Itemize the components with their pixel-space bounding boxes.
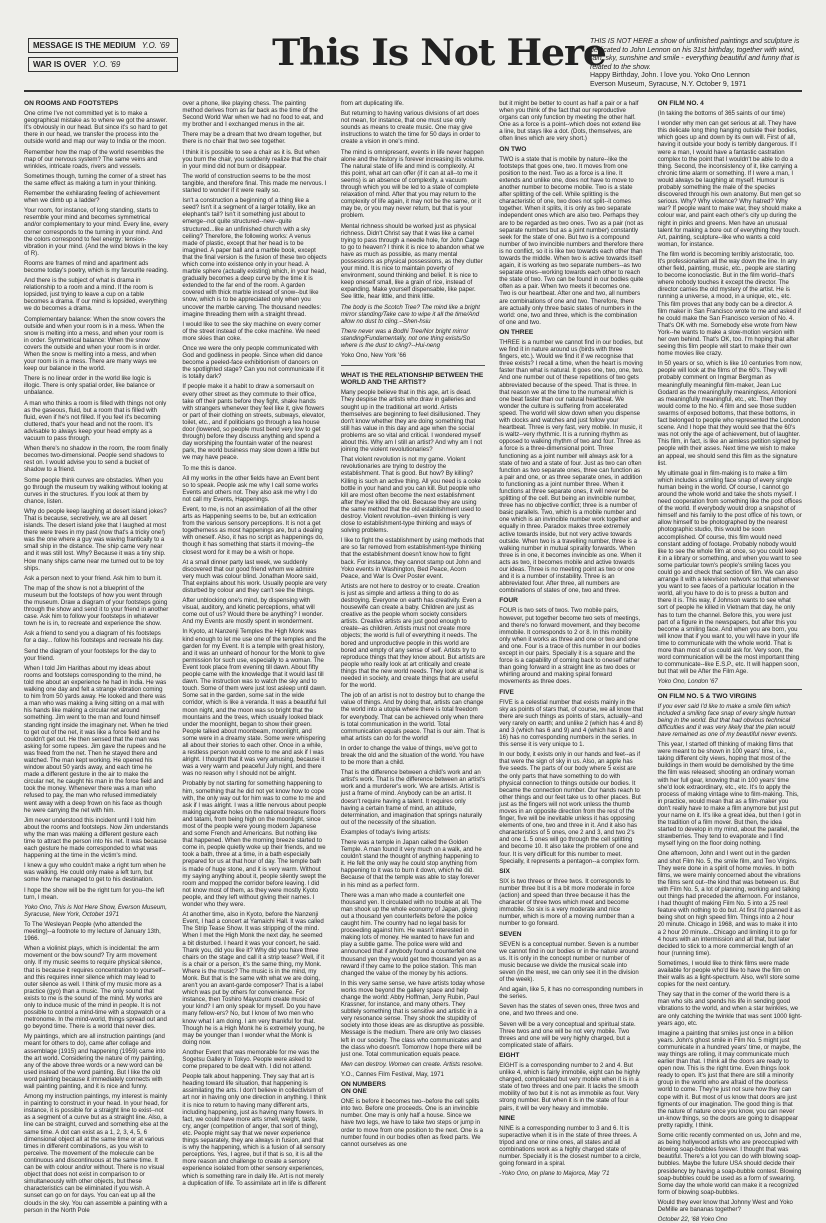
paragraph: Among my instruction paintings, my interest is mainly in painting to construct in your head. In your head, for instance, it is possible for a straight line to exist--not as a segment of a curve but as a straight line. Also, a line can be straight, curved and something else at the same time. A dot can exist as a 1, 2, 3, 4, 5, 6 dimensional object all at the same time or at various times in different combinations, as you wish to perceive. The movement of the molecule can be continuous and discontinuous at the same time. It can be with colour and/or without. There is no visual object that does not exist in comparison to or simultaneously with other objects, but these characteristics can be eliminated if you wish. A sunset can go on for days. You can eat up all the clouds in the sky. You can assemble a painting with a person in the North Pole xyxy=(24,1093,169,1214)
paragraph: but it might be better to count as half a pair or a half when you think of the fact that our reproductive organs can only function by meeting the other half. One as a force is a point--which does not extend like a line, but stays like a dot. (Dots, themselves, are often lines which are very short.) xyxy=(499,100,641,143)
quote: Men can destroy. Women can create. Artists resolve. xyxy=(340,1060,484,1068)
paragraph: Remember the exhilarating feeling of achievement when we climb up a ladder? xyxy=(24,190,160,205)
dedication-location: Everson Museum, Syracuse, N.Y. October 9, 1971 xyxy=(590,80,747,88)
paragraph: People talk about happening. They say that art is heading toward life situation, that happening is assimilating the arts. I don't believe in collectivism of art nor in having only one direction in anything. I think it is nice to return to having many different arts, including happening, just as having many flowers. In fact, we could have more arts smell, weight, taste, cry, anger (competition of anger, that sort of thing), etc. People might say that we never experience things separately, they are always in fusion, and that is why the happening, which is a fusion of all sensory perceptions. Yes, I agree, but if that is so, it is all the more reason and challenge to create a sensory experience isolated from other sensory experiences, which is something rare in daily life. Art is not merely a duplication of life. To assimilate art in life is different xyxy=(182,1073,327,1187)
paragraph: I hope the show will be the right turn for you--the left turn, I mean. xyxy=(24,886,165,901)
paragraph: Event, to me, is not an assimilation of all the other arts as Happening seems to be, but an extrication from the various sensory perceptions. It is not a get togetherness as most happenings are, but a dealing with oneself. Also, it has no script as happenings do, though it has something that starts it moving--the closest word for it may be a wish or hope. xyxy=(182,505,324,556)
paragraph: Ask a friend to send you a diagram of his footsteps for a day... follow his footsteps and recreate his day. xyxy=(24,630,164,645)
section-heading: ON FILM NO. 4 xyxy=(657,100,704,107)
paragraph: Artists are not here to destroy or to create. Creation is just as simple and artless a thing to do as destroying. Everyone on earth has creativity. Even a housewife can create a baby. Children are just as creative as the people whom society considers artists. Creative artists are just good enough to create--as children. Artists must not create more objects; the world is full of everything it needs. The bored and unproductive people in this world are bored and empty of any sense of self. Artists try to reproduce things that they know about. But artists are people who really look at art critically and create things that the new world needs. They look at what is needed in society, and create things that are useful for the world. xyxy=(340,582,486,690)
section-heading: NINE xyxy=(499,1114,515,1122)
paragraph: When there's no shadow in the room, the room finally becomes two-dimensional. People send shadows to rest on. I would advise you to send a bucket of shadow to a friend. xyxy=(24,445,168,474)
page-title: This Is Not Here xyxy=(272,32,606,74)
column-4 xyxy=(499,100,644,1178)
paragraph: That is the difference between a child's work and an artist's work. That is the difference between an artist's work and a murderer's work. We are artists. Artist is just a frame of mind. Anybody can be an artist. It doesn't require having a talent. It requires only having a certain frame of mind, an attitude, determination, and imagination that springs naturally out of the necessity of the situation. xyxy=(340,769,486,826)
dedication-body: THIS IS NOT HERE a show of unfinished paintings and sculpture is dedicated to John Lennon on his 31st birthday, together with wind, rain, sky, sunshine and smile - everything beautiful and funny that is related to the show. xyxy=(590,38,800,71)
paragraph: Ask a person next to your friend. Ask him to burn it. xyxy=(24,574,162,582)
paragraph: Jim never understood this incident until I told him about the rooms and footsteps. Now Jim understands why the man was making a different gesture each time to attract the person into his net. It was because each gesture he made corresponded to what was happening at the time in the victim's mind. xyxy=(24,816,169,860)
section-heading: FIVE xyxy=(499,688,514,696)
paragraph: In Kyoto, at Nanzenji Temples the High Monk was kind enough to let me use one of the temples and the garden for my Event. It is a temple with great history, and it was an unheard of honour for the Monk to give permission for such use, especially to a woman. The Event took place from evening till dawn. About fifty people came with the knowledge that it would last till dawn. The instruction was to watch the sky and to touch. Some of them were just lost asleep until dawn. Some sat in the garden, some sat in the wide corridor, which is like a veranda. It was a beautiful full moon night, and the moon was so bright that the mountains and the trees, which usually looked black under the moonlight, began to show their green. People talked about moonbeam, moonlight, and some were in a dreamy state. Some were whispering all about their stories to each other. Once in a while, a restless person would come to me and ask if I was alright. I thought that it was very amusing, because it was a very warm and peaceful July night, and there was no reason why I should not be alright. xyxy=(182,628,327,778)
paragraph: Send the diagram of your footsteps for the day to your friend. xyxy=(24,647,157,662)
paragraph: The map of the show is not a blueprint of the museum but the footsteps of how you went through the museum. Draw a diagram of your footsteps going through the show and send it to your friend in another case. Ask him to follow your footsteps in whatever town he is in, to recreate and experience the show. xyxy=(24,584,169,628)
section-heading: ON TWO xyxy=(499,145,527,153)
signature: Yoko Ono, This is Not Here Show, Everson Museum, Syracuse, New York, October 1971 xyxy=(24,903,167,918)
column-1 xyxy=(24,100,169,1214)
paragraph: I wonder why men can get serious at all. They have this delicate long thing hanging outside their bodies, which goes up and down by its own will. First of all, having it outside your body is terribly dangerous. If I were a man, I would have a fantastic castration complex to the point that I wouldn't be able to do a thing. Second, the inconsistency of it, like carrying a chronic time alarm or something. If I were a man, I would always be laughing at myself. Humour is probably something the male of the species discovered through his own anatomy. But men get so serious. Why? Why violence? Why hatred? Why war? If people want to make war, they should make a colour war, and paint each other's city up during the night in pinks and greens. Men have an unusual talent for making a bore out of everything they touch. Art, painting, sculpture--like who wants a cold woman, for instance. xyxy=(657,120,802,248)
paragraph: Why do people keep laughing at desert island jokes? That is because, secretively, we are all desert islands. The desert island joke that I laughed at most there were trees in my past (now that's a tricky one!) was the one where a guy was waving frantically to a small ship in the distance. The ship came very near and it was still lost. Why? Because it was a tiny ship. How many ships came near me turned out to be toy ships. xyxy=(24,507,167,572)
message-box-war xyxy=(28,57,178,72)
paragraph: And there is the subject of what is drama in relationship to a room and a mind. If the room is lopsided, just trying to leave a cup on a table becomes a drama. If our mind is lopsided, everything we do becomes a drama. xyxy=(24,277,167,313)
signature: Yoko Ono, New York '66 xyxy=(340,352,407,360)
signature: Y.O., Cannes Film Festival, May, 1971 xyxy=(340,1070,444,1078)
paragraph: To The Wesleyan People (who attended the meeting)--a footnote to my lecture of January 13th, 1966. xyxy=(24,920,161,943)
paragraph: Sometimes, I would like to think films were made available for people who'd like to have the film on their walls as a light-spectrum. Also, we'll store some copies for the next century. xyxy=(657,959,800,989)
paragraph: I would like to see the sky machine on every corner of the street instead of the coke machine. We need more skies than coke. xyxy=(182,320,321,342)
paragraph: Sometimes though, turning the corner of a street has the same effect as making a turn in your thinking. xyxy=(24,172,167,187)
column-5 xyxy=(657,100,802,1223)
paragraph: There is no linear order in the world like logic is illogic. There is only spatial order, like balance or unbalance. xyxy=(24,375,155,397)
paragraph: from art duplicating life. xyxy=(340,100,404,107)
paragraph: That violent revolution is not my game. Violent revolutionaries are trying to destroy the establishment. That is good. But how? By killing? Killing is such an active thing. All you need is a coke bottle in your hand and you can kill. But people who kill are most often become the next establishment after they've killed the old. Because they are using the same method that the old establishment used to destroy. Violent revolution--even thinking is very close to establishment-type thinking and ways of solving problems. xyxy=(340,456,482,535)
message-box-credit: Y.O. '69 xyxy=(92,60,121,69)
paragraph: FOUR is two sets of twos. Two mobile pairs, however, put together become two sets of meetings, and there's no forward movement, and they become immobile. It corresponds to 2 or 8. In this mobility only when it works as three and one or two and one and one. Four is a trace of this number in our bodies except in our pairs. Specially it is a square and the force is a capability of coming back to oneself rather than going forward in a straight line as two does or whirling around and making spiral forward movements as three does. xyxy=(499,607,641,686)
message-box-text: WAR IS OVER xyxy=(33,60,87,69)
paragraph: One crime I've not committed yet is to make a geographical mistake as to where we got the answer. It's obviously in our head. But since it's so hard to get there in our head, we transfer the process into the outside world and map our way to India or the moon. xyxy=(24,110,168,146)
paragraph: Imagine a painting that smiles just once in a billion years. John's ghost smile in Film No. 5 might just communicate in a hundred years' time, or maybe, the way things are rolling, it may communicate much earlier than that. I think all the doors are ready to open now. This is the right time. Even things look ready to open. It's just that there are still a minority group in the world who are afraid of the doorless world to come. They're just not sure how they can cope with it. But most of us know that doors are just figments of our imagination. The good thing is that the nature of nature once you know, you can never un-know things, so the doors are going to disappear pretty rapidly, I think. xyxy=(657,1029,802,1129)
paragraph: When a violinist plays, which is incidental: the arm movement or the bow sound? Try arm movement only. If my music seems to require physical silence, that is because it requires concentration to yourself--and this requires inner silence which may lead to outer silence as well. I think of my music more as a practice (gyo) than a music. The only sound that exists to me is the sound of the mind. My works are only to induce music of the mind in people. It is not possible to control a mind-time with a stopwatch or a metronome. In the mind-world, things spread out and go beyond time. There is a world that never dies. xyxy=(24,945,167,1031)
paragraph: Many people believe that in this age, art is dead. They despise the artists who draw in galleries and sought up in the traditional art world. Artists themselves are beginning to feel disillusioned. They don't know whether they are doing something that still has value in this day and age when the social problems are so vital and critical. I wondered myself about this. Why am I still an artist? And why am I not joining the violent revolutionaries? xyxy=(340,389,483,454)
paragraph: In our body, it exists only in our hands and feet--as if that were the sign of sky in us. Also, an apple has five seeds. The parts of our body where 5 exist are the only parts that have something to do with physical connection to things outside our bodies. It became the connection number. Our hands reach to other things and our feet take us to other places. But just as the fingers will not work unless the thumb moves in an opposite direction from the rest of the finger, five will be inevitable unless it has opposing elements of one, two and three in it. And it also has characteristics of 5 ones, one 2 and 3, and two 2's and one 1. 5 ones will go through the cell splitting and become 10. It also take the problem of one and four. It is very difficult for this number to meet. Specially, it represents a pentagon--a complex form. xyxy=(499,751,641,865)
paragraph: Once we were the only people communicated with God and godliness in people. Since when did dance become a peeled-face exhibitionism of dancers on the spotlighted stage? Can you not communicate if it is totally dark? xyxy=(182,345,324,381)
paragraph: If people make it a habit to draw a somersault on every other street as they commute to their office, take off their pants before they fight, shake hands with strangers whenever they feel like it, give flowers or part of their clothing on streets, subways, elevator, toilet, etc., and if politicians go through a tea house door (lowered, so people must bend very low to get through) before they discuss anything and spend a day worshiping the fountain water of the nearest park, the world business may slow down a little but we may have peace. xyxy=(182,383,326,462)
paragraph: EIGHT is a corresponding number to 2 and 4. But unlike 4, which is fairly immobile, eight can be highly charged, complicated but very mobile when it is in a state of two threes and one pair. It lacks the smooth mobility of two but it is not as immobile as four. Very strong number. But when it is in the state of four pairs, it will be very heavy and immobile. xyxy=(499,1062,641,1112)
paragraph: This year, I started off thinking of making films that were meant to be shown in 100 years' time, i.e., taking different city views, hoping that most of the buildings in them would be demolished by the time the film was released; shooting an ordinary woman with her full gear, knowing that in 100 years' time she'd look extraordinary, etc., etc. It's to apply the process of making vintage wine to film-making. This, in practice, would mean that as a film-maker you don't really have to make a film anymore but just put your name on it. It's like a great idea, but then I got in the tradition of a film mover. But then, the idea started to develop in my mind, about the parallel, the strawberries. They tend to evaporate and I find myself lying on the floor doing nothing. xyxy=(657,741,801,848)
message-box-credit: Y.O. '69 xyxy=(141,41,170,50)
section-heading: ON FILM NO. 5 & TWO VIRGINS xyxy=(657,692,757,700)
section-heading: ON NUMBERS ON ONE xyxy=(340,1081,386,1096)
paragraph: A man who thinks a room is filled with things not only as the gaseous, fluid, but a room that is filled with fluid, even if he's not filled. If you feel it's becoming cluttered, that's your head and not the room. It's advisable to always keep your head empty as a vacuum to pass through. xyxy=(24,399,167,443)
signature: -Yoko Ono, on plane to Majorca, May '71 xyxy=(499,1170,610,1178)
paragraph: SEVEN is a conceptual number. Seven is a number we cannot find in our bodies or in the nature around us. It is only in the concept number or number of music because we divide the musical scale into seven (in the west, we can only see it in the division of the week). xyxy=(499,940,639,984)
message-box-medium xyxy=(28,38,178,53)
quote: There never was a Bodhi Tree/Nor bright mirror standing/Fundamentally, not one thing exists/So where is the dust to cling?--Hui-neng xyxy=(340,327,471,349)
paragraph: ONE is before it becomes two--before the cell splits into two. Before one proceeds. One is an invincible number. One may is only half a house. Since we have two legs, we have to take two steps or jump in order to move from one position to the next. One is a number found in our bodies often as fixed parts. We cannot ourselves as one xyxy=(340,1098,484,1148)
paragraph: I knew a guy who couldn't make a right turn when he was walking. He could only make a left turn, but some how he managed to get to his destination. xyxy=(24,862,166,884)
message-box-text: MESSAGE IS THE MEDIUM xyxy=(33,41,136,50)
paragraph: My paintings, which are all instruction paintings (and meant for others to do), came after collage and assemblage (1915) and happening (1959) came into the art world. Considering the nature of my painting, any of the above three words or a new word can be used instead of the word painting. But I like the old word painting because it immediately connects with wall painting painting, and it is nice and funny. xyxy=(24,1033,166,1090)
section-heading: SIX xyxy=(499,867,510,875)
signature: October 22, '68 Yoko Ono xyxy=(657,1216,728,1223)
paragraph: Would they ever know that Johnny West and Yoko DeMille are bananas together? xyxy=(657,1198,793,1213)
paragraph: They say that in the corner of the world there is a man who sits and spends his life in sending good vibrations to the world, and when a star twinkles, we are only catching the twinkle that was sent 1000 light-years ago, etc. xyxy=(657,991,802,1027)
paragraph: Another Event that was memorable for me was the Sogetsu Gallery in Tokyo. People were asked to come prepared to be dealt with. I did not attend. xyxy=(182,1048,320,1071)
paragraph: Seven will be a very conceptual and spiritual state. Three twos and one will be not very mobile. Two threes and one will be very highly charged, but a complicated state of affairs. xyxy=(499,1020,636,1049)
paragraph: (In taking the bottoms of 365 saints of our time) xyxy=(657,110,785,118)
paragraph: FIVE is a celestial number that exists mainly in the sky as points of stars that, of course, we all know that there are such things as points of stars, actually--and very rarely on earth; and unlike 2 (which has 4 and 8) and 3 (which has 6 and 9) and 4 (which has 8 and 16) has no corresponding numbers in the series. In this sense it is very unique to 1. xyxy=(499,698,644,749)
paragraph: Probably by not starting for something happening to him, something that he did not yet know how to cope with, the only way out for him was to come to me and ask if I was alright. I was a little nervous about people making cigarette holes on the national treasure floors and tatami, from being high on the moonlight, since most of the people were young modern Japanese and some French and Americans. But nothing like that happened. When the morning breeze started to come in, people quietly woke up their friends, and we took a bath, three at a time, in a bath especially prepared for us at that hour of day. The temple bath is made of huge stone, and it is very warm. Without my saying anything about it, people silently swept the room and mopped the corridor before leaving. I did not know most of them, as they were mostly Kyoto people, and they left without giving their names. I wonder who they were. xyxy=(182,780,327,909)
dedication-text xyxy=(590,38,800,89)
paragraph: One afternoon, John and I went out in the garden and shot Film No. 5, the smile film, and Two Virgins. They were done in a spirit of home movies. In both films, we were mainly concerned about the vibrations the films sent out--the kind that was between us. But with Film No. 5, a lot of planning, working and talking out things had preceded the afternoon. For instance, I had thought of making Film No. 5 into a 25 reel feature with nothing to do but. At first I'd planned it as being shot on high speed film. Things into a 2 hour 20 minute. Chicago in 1968, and was to make it into a 2 hour 20 minute...Chicago and limiting it to go for 4 hours with an intermission and all that, but later decided to stick to a more commercial length of an hour (running time). xyxy=(657,850,801,957)
section-heading: ON THREE xyxy=(499,328,534,336)
paragraph: When I told Jim Harithas about my ideas about rooms and footsteps corresponding to the mind, he told me about an experience he had in India. He was walking one day and felt a strange vibration coming to him from 50 yards away. He looked and there was a man who was making a living sitting on a mat with his hands like making a circular net around something. Jim went to the man and found himself standing right inside the imaginary net. When he tried to get out of the net, it was like a force field and he couldn't get out. He then sensed that the man was asking for some rupees. Jim gave the rupees and he was freed from the net. Then he stayed there and watched. The man kept working. He opened his window about 50 yards away, and each time he made a different gesture in the air to make the circular net, he caught his man in the force field and took the money. Whenever there was a man who refused to pay, the man who refused immediately went away with a deep frown on his face as though he were carrying the net with him. xyxy=(24,664,168,814)
paragraph: The job of an artist is not to destroy but to change the value of things. And by doing that, artists can change the world into a utopia where there is total freedom for everybody. That can be achieved only when there is total communication in the world. Total communication equals peace. That is our aim. That is what artists can do for the world! xyxy=(340,692,485,742)
paragraph: There was a temple in Japan called the Golden Temple. A man found it very much on a walk, and he couldn't stand the thought of anything happening to it. He felt the only way he could stop anything from happening to it was to burn it down, which he did. Because of that the temple was able to stay forever in his mind as a perfect form. xyxy=(340,839,482,889)
paragraph: THREE is a number we cannot find in our bodies, but we find it in nature around us (birds with three fingers, etc.). Would we find it if we recognise that three exists? I recall a time, when the heart is moving faster than what is natural. It goes one, two, one, two. And one number out of these repetitions of two gets abbreviated because of the speed. That is three. In that reason we at the time to the numeral which is one beat faster than our natural heartbeat. We wonder the culture is suffering from accelerated speed. The world will slow down when you dispense with clocks and watches and just follow your heartbeat. Three is very fast, very mobile. In music, it is waltz--very rhythmic. It is a running rhythm as opposed to walking rhythm of two and four. Three as a force is a three-dimensional point. Three functioning as a joint number will always ask for a state of two and a state of four. Just as two can often function as two separate ones, three can function as a pair and one, or as three separate ones, in addition to functioning as a joint number three. When it functions at three separate ones, it will never be splitting of the cell. But being an invincible number, three has no objective conflict; three is a number of basic parallels. Two, which is a mobile number and one which is an invincible number work together and equally in three. Paradox makes three extremely active towards inside, but not very active towards outside. When two is a travelling number, three is a walking number in mutual spirality forwards. When three is in one, it becomes invincible as one. When it acts as two, it becomes mobile and active towards our ideas. Three is no meeting point as two or one and it is a number of instability. Three is an abbreviated four. After three, all numbers are combinations of states of one, two and three. xyxy=(499,339,644,595)
paragraph: My ultimate goal in film-making is to make a film which includes a smiling face snap of every single human being in the world. Of course, I cannot go around the whole world and take the shots myself. I need cooperation from something like the post offices of the world. If everybody would drop a snapshot of himself and his family to the post office of his town, or allow himself to be photographed by the nearest photographic studio, this would be soon accomplished. Of course, this film would need constant adding of footage. Probably nobody would like to see the whole film at once, so you could keep it in a library or something, and when you want to see some particular town's people's smiling faces you could go and check that section of film. We can also arrange it with a television network so that whenever you want to see faces of a particular location in the world, all you have to do is to press a button and there it is. This way, if Johnson wants to see what sort of people he killed in Vietnam that day, he only has to turn the channel. Before this, you were just part of a figure in the newspapers, but after this you become a smiling face. And when you are born, you will know that if you want to, you will have in your life time to communicate with the whole world. That is more than most of us could ask for. Very soon, the word communication will be the most important thing to communicate--like E.S.P., etc. It will happen soon, but that will be After the Film Age. xyxy=(657,469,802,676)
paragraph: I like to fight the establishment by using methods that are so far removed from establishment-type thinking that the establishment doesn't know how to fight back. For instance, they cannot stamp out John and Yoko events in Washington, Bed Peace, Acorn Peace, and War Is Over Poster event. xyxy=(340,537,485,580)
quote: The body is the Scotch Tree? The mind like a bright mirror standing/Take care to wipe it all the time/And allow no dust to cling.--Shen-hsiu xyxy=(340,303,480,325)
signature: Yoko Ono, London '67 xyxy=(657,678,718,686)
paragraph: The world of construction seems to be the most tangible, and therefore final. This made me nervous. I started to wonder if it were really so. xyxy=(182,172,327,195)
section-heading: SEVEN xyxy=(499,930,522,938)
paragraph: To me this is dance. xyxy=(182,464,237,472)
paragraph: If you ever said I'd like to make a smile film which included a smiling face snap of every single human being in the world. But that had obvious technical difficulties and it was very likely that the plan would have remained as one of my beautiful never events. xyxy=(657,702,798,738)
paragraph: All my works in the other fields have an Event bent so to speak. People ask me why I call some works Events and others not. They also ask me why I do not call my Events, Happenings. xyxy=(182,474,319,503)
paragraph: In order to change the value of things, we've got to break the old and the situation of the world. You have to be more than a child. xyxy=(340,744,485,767)
section-heading: WHAT IS THE RELATIONSHIP BETWEEN THE WORLD AND THE ARTIST? xyxy=(340,372,484,387)
paragraph: Mental richness should be worked just as physical richness. Didn't Christ say that it was like a camel trying to pass through a needle hole, for John Cage to go to heaven? I think it is nice to abandon what we have as much as possible, as many mental possessions as physical possessions, as they clutter your mind. It is nice to maintain poverty of environment, sound thinking and belief. It is nice to keep oneself small, like a grain of rice, instead of expanding. Make yourself dispensable, like paper. See little, hear little, and think little. xyxy=(340,222,485,301)
section-heading: EIGHT xyxy=(499,1051,520,1059)
paragraph: Remember how the map of the world resembles the map of our nervous system? The same veins and wrinkles, intricate roads, rivers and vessels. xyxy=(24,148,164,170)
section-divider xyxy=(341,365,485,366)
paragraph: In this very same sense, we have artists today whose works move beyond the gallery space and help change the world: Abby Hoffman, Jerry Rubin, Paul Krassner, for instance, and many others. They subtlely something that is sensitive and artistic in a very resonance sense. They shook the stupidity of society into those ideas are as disruptive as possible. Message is the medium. There are only two classes left in our society. The class who communicates and the class who doesn't. Tomorrow I hope there will be just one. Total communication equals peace. xyxy=(340,979,485,1058)
paragraph: In 50 years or so, which is like 10 centuries from now, people will look at the films of the 60's. They will probably comment on Ingmar Bergman as meaningfully meaningful film-maker, Jean Luc Godard as the meaningfully meaningless, Antonioni as meaningfully meaningful, etc., etc. Then they would come to the No. 4 film and see those sudden swarms of exposed bottoms, that these bottoms, in fact belonged to people who represented the London scene. And I hope that they would see that the 60's was not only the age of achievement, but of laughter. This film, in fact, is like an aimless petition signed by people with their asses. Next time we wish to make an appeal, we should send this film as the signature list. xyxy=(657,360,802,467)
paragraph: Some critic recently commented on us, John and me, as being hollywood artists who are preoccupied with blowing soap-bubbles forever. I thought that was beautiful. There's a lot you can do with blowing soap-bubbles. Maybe the future USA should decide their presidency by having a soap-bubble contest. Blowing soap-bubbles could be used as a form of swearing. Some day the whole world can make it a recognized form of blowing soap-bubbles. xyxy=(657,1132,802,1196)
section-heading: FOUR xyxy=(499,597,518,605)
paragraph: Complementary balance: When the snow covers the outside and when your room is in a mess. When the snow is melting into a mess, and when your room is in order. Symmetrical balance: When the snow covers the outside and when your room is in order. When the snow is melting into a mess, and when your room is in a mess. There are many ways we keep our balance in the world. xyxy=(24,315,166,373)
masthead xyxy=(24,32,802,88)
paragraph: TWO is a state that is mobile by nature--like the footsteps that goes one, two. It moves from one position to the next. Two as a force is a line. It extends and unlike one, does not have to move to another number to become mobile. Two is a state after splitting of the cell. While splitting is the characteristic of one, two does not split--it comes together. When it splits, it is only as two separate independent ones which are also two. Perhaps they are to be regarded as two ones. Two as a pair (not as separate numbers but as a joint number) constantly seek for the state of one. But two is a compound number of two invincible numbers and therefore there is no conflict, so it is like two towards each other than towards the middle. When two is active towards itself again, it is working as two separate numbers--as two separate ones--working towards each other to reach the state of two. Two can be found in our bodies quite often as a pair. When two meets it becomes one. Two is our heartbeat. After one and two, all numbers are combinations of one and two. Therefore, there are actually only three basic states of numbers in the world: one, two and three, which is the combination of one and two. xyxy=(499,155,644,326)
paragraph: At a small dinner party last week, we suddenly discovered that our good friend whom we admire very much was colour blind. Jonathan Moore said, That explains about his work. Usually people are very disturbed by colour and they can't see the things. xyxy=(182,558,327,594)
paragraph: But returning to having various divisions of art does not mean, for instance, that one must use only sounds as means to create music. One may give instructions to watch the time for 50 days in order to create a vision in one's mind. xyxy=(340,110,481,146)
paragraph: There may be a dream that two dream together, but there is no chair that two see together. xyxy=(182,131,322,146)
column-3 xyxy=(340,100,486,1148)
paragraph: The film world is becoming terribly aristocratic, too. It's professionalism all the way down the line. In any other field, painting, music, etc., people are starting to become iconoclastic. But in the film world--that's where nobody touches it except the director. The director carries the old mystery of the artist. He is running a universe, a mood, in a unique, etc., etc. This film proves that any body can be a director. A film maker in San Francisco wrote to me and asked if he could make the San Francisco version of No. 4. That's OK with me. Somebody else wrote from New York--he wants to make a slow-motion version with her own behind. That's OK, too. I'm hoping that after seeing this film people will start to make their own home movies like crazy. xyxy=(657,250,801,358)
paragraph: At another time, also in Kyoto, before the Nanzenji Event, I had a concert at Yamaichi Hall. It was called The Strip Tease Show. It was stripping of the mind. When I met the High Monk the next day, he seemed a bit disturbed. I heard it was your concert, he said. Thank you, did you like it? Why did you have three chairs on the stage and call it a strip tease? Well, if it is a chair or a person, it's the same thing, my Monk. Where is the music? The music is in the mind, my Monk. But that is the same with what we are doing, aren't you an avant-garde composer? That is a label which was put by others for convenience. For instance, then Toshiro Mayuzumi create music of your kind? I am only speak for myself. Do you have many fellow-ers? No, but I know of two men who know what I am doing. I am very thankful for that. Though he is a High Monk he is extremely young, he may be younger than I wonder what the Monk is doing now. xyxy=(182,911,325,1046)
paragraph: NINE is a corresponding number to 3 and 6. It is superactive when it is in the state of three threes. A tripod and one or nine ones, all states and all combinations work as a highly charged state of number. Specially it is the closest number to a circle, going forward in a spiral. xyxy=(499,1124,641,1168)
paragraph: There was a man who made a counterfeit one thousand yen. It circulated with no trouble at all. The man shook up the whole economy of Japan, giving out a thousand yen counterfeits before the police caught him. The country had no legal basis for proceeding against him. He wasn't interested in making lots of money. He wanted to have fun and play a subtle game. The police were wild and announced that if anybody found a counterfeit one thousand yen they would get two thousand yen as a reward if they came to the police station. This man changed the value of the money by his actions. xyxy=(340,891,482,977)
paragraph: Some people think curves are obstacles. When you go through the museum try walking without looking at curves in the structures. If you look at them by chance, listen. xyxy=(24,476,168,505)
paragraph: SIX is two threes or three twos. It corresponds to number three but it is a bit more moderate in force (action) and speed than three because it has the character of three twos which meet and become immobile. So six is a very moderate and nice number, which is more of a moving number than a number to go forward. xyxy=(499,877,635,928)
paragraph: Your room, for instance, of long standing, starts to resemble your mind and becomes symmetrical and/or complementary to your mind. Every line, every corner corresponds to the turning in your mind. And the colors correspond to feel energy: tension-vibration in your mind. (And the wind blows in the key of R). xyxy=(24,207,169,257)
paragraph: Isn't a construction a beginning of a thing like a seed? Isn't it a segment of a larger totality, like an elephant's tail? Isn't it something just about to emerge--not quite structured--new--quite structured...like an unfinished church with a sky ceiling? Therefore, the following works: A venus made of plastic, except that her head is to be imagined. A paper ball and a marble book, except that the final version is the fusion of these two objects which come into existence only in your head. A marble sphere (actually existing) which, in your head, gradually becomes a deep curve by the time it is extended to the far end of the room. A garden covered with thick marble instead of snow--but like snow, which is to be appreciated only when you uncover the marble carving. The thousand needles: imagine threading them with a straight thread. xyxy=(182,197,327,318)
paragraph: Examples of today's living artists: xyxy=(340,828,431,836)
dedication-signature: Happy Birthday, John. I love you. Yoko Ono Lennon xyxy=(590,72,750,79)
paragraph: Seven has the states of seven ones, three twos and one, and two threes and one. xyxy=(499,1003,640,1018)
section-heading: ON ROOMS AND FOOTSTEPS xyxy=(24,100,119,107)
paragraph: After unblocking one's mind, by dispensing with visual, auditory, and kinetic perceptions, what will come out of us? Would there be anything? I wonder. And my Events are mostly spent in wonderment. xyxy=(182,597,324,626)
paragraph: Rooms are frames of mind and apartment ads become today's poetry, which is my favourite reading. xyxy=(24,259,169,274)
paragraph: The mind is omnipresent, events in life never happen alone and the history is forever increasing its volume. The natural state of life and mind is complexity. At this point, what art can offer (if it can at all--to me it seems) is an absence of complexity, a vacuum through which you will be led to a state of complete relaxation of mind. After that you may return to the complexity of life again, it may not be the same, or it may be, or you may never return, but that is your problem. xyxy=(340,148,485,220)
message-boxes xyxy=(28,38,178,76)
paragraph: over a phone, like playing chess. The painting method derives from as far back as the time of the Second World War when we had no food to eat, and my brother and I exchanged menus in the air. xyxy=(182,100,324,129)
article-columns xyxy=(24,92,802,1223)
paragraph: I think it is possible to see a chair as it is. But when you burn the chair, you suddenly realize that the chair in your mind did not burn or disappear. xyxy=(182,148,327,170)
paragraph: And again, like 5, it has no corresponding numbers in the series. xyxy=(499,986,643,1001)
column-2 xyxy=(182,100,327,1187)
